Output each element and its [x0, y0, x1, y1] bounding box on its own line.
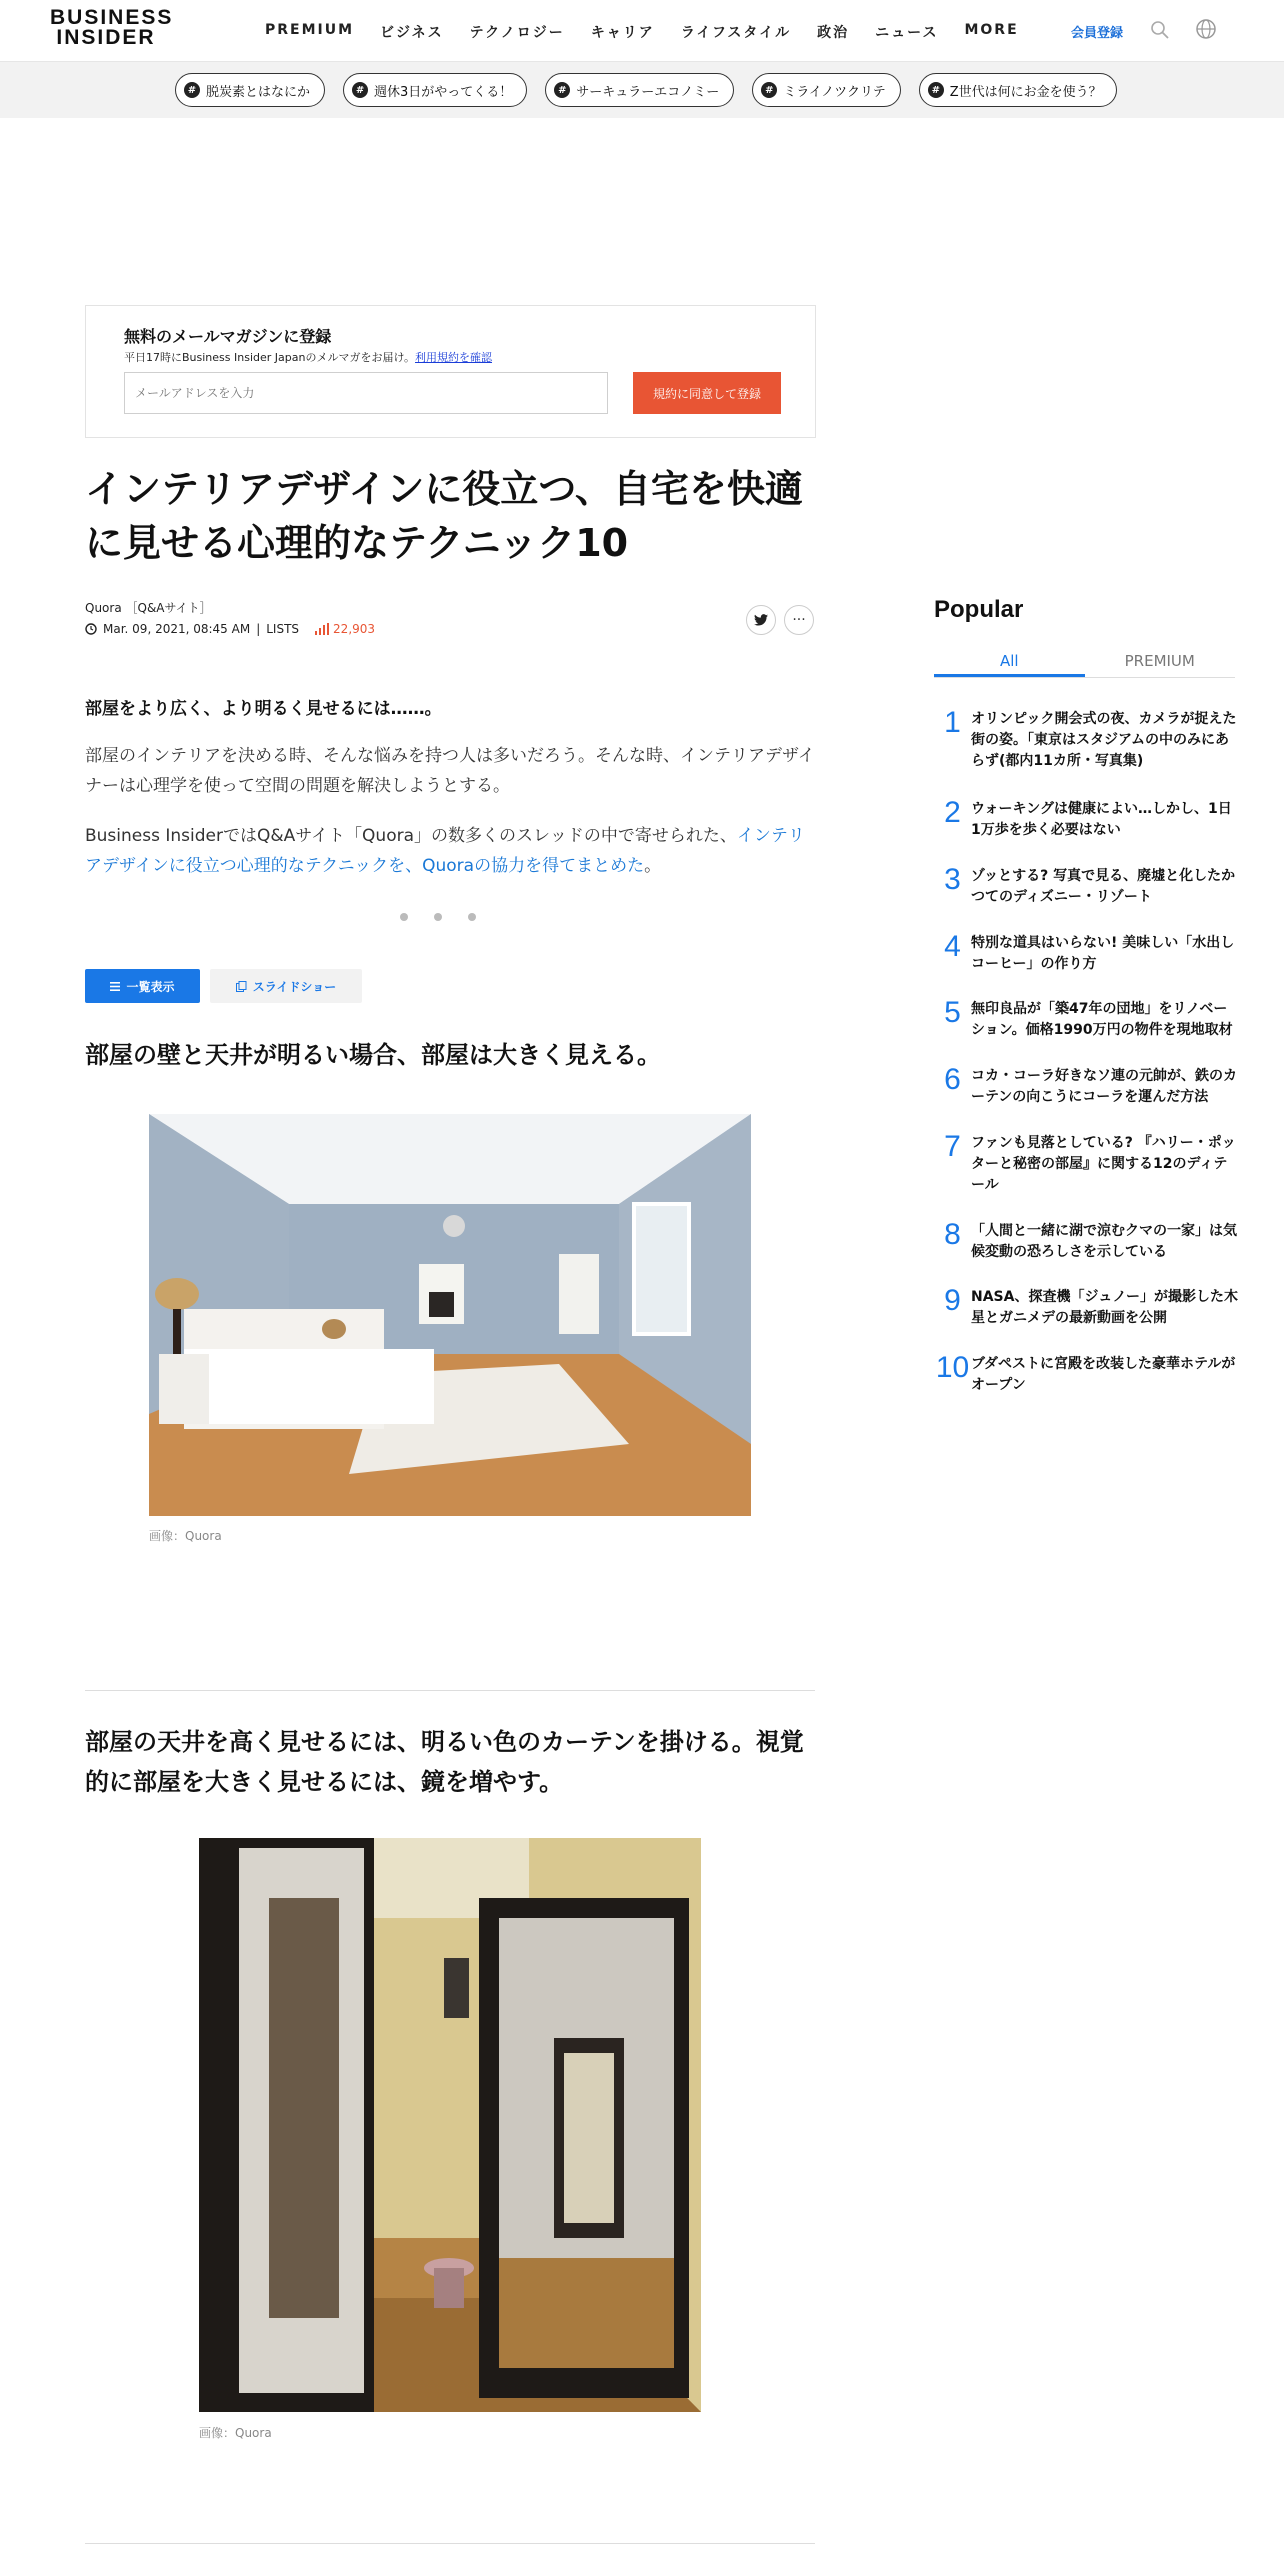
popular-item-title: ゾッとする? 写真で見る、廃墟と化したかつてのディズニー・リゾート [971, 868, 1236, 905]
article-date: Mar. 09, 2021, 08:45 AM [103, 622, 251, 636]
tag-icon: # [184, 82, 200, 98]
meta-separator: | [256, 622, 261, 636]
tag-label: 週休3日がやってくる！ [374, 84, 513, 100]
popular-item[interactable] [934, 1285, 1240, 1329]
paragraph-2-text: Business InsiderではQ&Aサイト「Quora」の数多くのスレッドの中で寄せられた、 [85, 826, 737, 846]
section-divider-2 [85, 2543, 815, 2544]
main-nav [265, 22, 1019, 42]
popular-item[interactable] [934, 864, 1240, 908]
search-icon[interactable] [1150, 20, 1170, 40]
popular-item[interactable] [934, 997, 1240, 1041]
rank-number: 9 [944, 1284, 961, 1317]
article-author[interactable]: Quora ［Q&Aサイト］ [85, 601, 212, 615]
nav-item-news[interactable]: ニュース [875, 25, 939, 41]
slideshow-button[interactable] [210, 969, 362, 1003]
list-view-button[interactable] [85, 969, 200, 1003]
tag-circular-economy[interactable] [545, 73, 734, 107]
article-paragraph-1: 部屋のインテリアを決める時、そんな悩みを持つ人は多いだろう。そんな時、インテリアデザイナーは心理学を使って空間の問題を解決しようとする。 [85, 746, 815, 796]
view-count [315, 622, 375, 636]
popular-item-title: ウォーキングは健康によい…しかし、1日1万歩を歩く必要はない [971, 801, 1232, 838]
popular-item[interactable] [934, 797, 1240, 841]
nav-item-politics[interactable]: 政治 [817, 25, 850, 41]
popular-item-title: コカ・コーラ好きなソ連の元帥が、鉄のカーテンの向こうにコーラを運んだ方法 [971, 1068, 1237, 1105]
photo-caption-1: 画像：Quora [149, 1529, 222, 1543]
rank-number: 6 [944, 1063, 961, 1096]
view-count-value: 22,903 [333, 622, 376, 636]
tag-label: ミライノツクリテ [783, 84, 886, 100]
tag-label: サーキュラーエコノミー [576, 84, 720, 100]
article-lead: 部屋をより広く、より明るく見せるには……。 [85, 699, 442, 719]
rank-number: 5 [944, 996, 961, 1029]
popular-item[interactable] [934, 931, 1240, 975]
bar-chart-icon [315, 623, 329, 635]
tag-label: Z世代は何にお金を使う？ [949, 84, 1102, 100]
popular-item[interactable] [934, 1219, 1240, 1263]
list-icon [110, 982, 120, 991]
more-share-button[interactable] [784, 605, 814, 635]
rank-number: 7 [944, 1130, 961, 1163]
clock-icon [85, 623, 97, 635]
popular-item-title: 「人間と一緒に湖で涼むクマの一家」は気候変動の恐ろしさを示している [971, 1223, 1237, 1260]
paragraph-2-end: 。 [644, 856, 662, 876]
popular-item-title: ブダペストに宮殿を改装した豪華ホテルがオープン [971, 1356, 1236, 1393]
bedroom-photo [149, 1114, 751, 1516]
copy-icon [236, 981, 247, 992]
section-heading-1: 部屋の壁と天井が明るい場合、部屋は大きく見える。 [85, 1041, 661, 1069]
popular-item-title: 特別な道具はいらない! 美味しい「水出しコーヒー」の作り方 [971, 935, 1235, 972]
popular-item-title: ファンも見落としている? 『ハリー・ポッターと秘密の部屋』に関する12のディテール [971, 1135, 1236, 1193]
popular-item-title: オリンピック開会式の夜、カメラが捉えた街の姿。「東京はスタジアムの中のみにあらず(都内11カ所・写真集) [971, 711, 1237, 769]
article-meta [85, 622, 375, 636]
tag-mirai[interactable] [752, 73, 900, 107]
tag-four-day-week[interactable] [343, 73, 527, 107]
slideshow-label: スライドショー [252, 979, 337, 994]
newsletter-subtitle-text: 平日17時にBusiness Insider Japanのメルマガをお届け。 [124, 351, 416, 364]
article-category[interactable]: LISTS [266, 622, 300, 636]
rank-number: 4 [944, 930, 961, 963]
nav-item-business[interactable]: ビジネス [380, 25, 444, 41]
nav-item-career[interactable]: キャリア [590, 25, 655, 41]
rank-number: 2 [944, 796, 961, 829]
rank-number: 3 [944, 863, 961, 896]
section-heading-2: 部屋の天井を高く見せるには、明るい色のカーテンを掛ける。視覚的に部屋を大きく見せるには、鏡を増やす。 [85, 1728, 804, 1796]
article-headline: インテリアデザインに役立つ、自宅を快適に見せる心理的なテクニック10 [85, 467, 803, 565]
tab-all[interactable]: All [934, 648, 1085, 677]
rank-number: 1 [944, 706, 961, 739]
popular-title: Popular [934, 596, 1024, 623]
tag-icon: # [761, 82, 777, 98]
photo-caption-2: 画像：Quora [199, 2426, 272, 2440]
popular-item[interactable] [934, 1064, 1240, 1108]
twitter-share-button[interactable] [746, 605, 776, 635]
tag-icon: # [928, 82, 944, 98]
popular-item[interactable] [934, 1131, 1240, 1196]
ellipsis-icon: ··· [792, 612, 806, 628]
nav-item-more[interactable]: MORE [964, 22, 1019, 38]
site-logo[interactable] [50, 6, 174, 49]
section-divider [85, 1690, 815, 1691]
register-link[interactable]: 会員登録 [1071, 26, 1124, 41]
popular-item-title: NASA、探査機「ジュノー」が撮影した木星とガニメデの最新動画を公開 [971, 1289, 1239, 1326]
tag-bar [0, 62, 1284, 118]
article-paragraph-2 [85, 821, 815, 881]
tag-decarbonization[interactable] [175, 73, 325, 107]
logo-line2: INSIDER [56, 26, 156, 49]
rank-number: 8 [944, 1218, 961, 1251]
nav-item-technology[interactable]: テクノロジー [469, 25, 565, 41]
popular-item[interactable] [934, 707, 1240, 772]
logo-line1: BUSINESS [50, 6, 174, 29]
newsletter-box [85, 305, 816, 438]
tag-gen-z[interactable] [919, 73, 1117, 107]
tag-icon: # [554, 82, 570, 98]
popular-tabs [934, 648, 1235, 678]
list-view-label: 一覧表示 [126, 979, 175, 994]
separator-dots [400, 913, 476, 921]
terms-link[interactable]: 利用規約を確認 [415, 351, 493, 364]
popular-item[interactable] [934, 1352, 1240, 1396]
tag-label: 脱炭素とはなにか [206, 84, 311, 100]
mirror-hallway-photo [199, 1838, 701, 2412]
site-header [0, 0, 1284, 62]
tab-premium[interactable]: PREMIUM [1124, 652, 1195, 670]
newsletter-subtitle [124, 349, 492, 365]
globe-icon[interactable] [1195, 18, 1217, 40]
twitter-icon [754, 614, 768, 626]
nav-item-premium[interactable]: PREMIUM [265, 22, 355, 38]
popular-item-title: 無印良品が「築47年の団地」をリノベーション。価格1990万円の物件を現地取材 [971, 1001, 1233, 1038]
rank-number: 10 [935, 1351, 970, 1384]
nav-item-lifestyle[interactable]: ライフスタイル [680, 25, 792, 41]
email-input[interactable]: メールアドレスを入力 [124, 372, 608, 414]
newsletter-title: 無料のメールマガジンに登録 [124, 327, 332, 346]
article-inline-link[interactable]: インテリアデザインに役立つ心理的なテクニックを、Quoraの協力を得てまとめた [85, 826, 805, 876]
subscribe-button[interactable]: 規約に同意して登録 [633, 372, 781, 414]
tag-icon: # [352, 82, 368, 98]
